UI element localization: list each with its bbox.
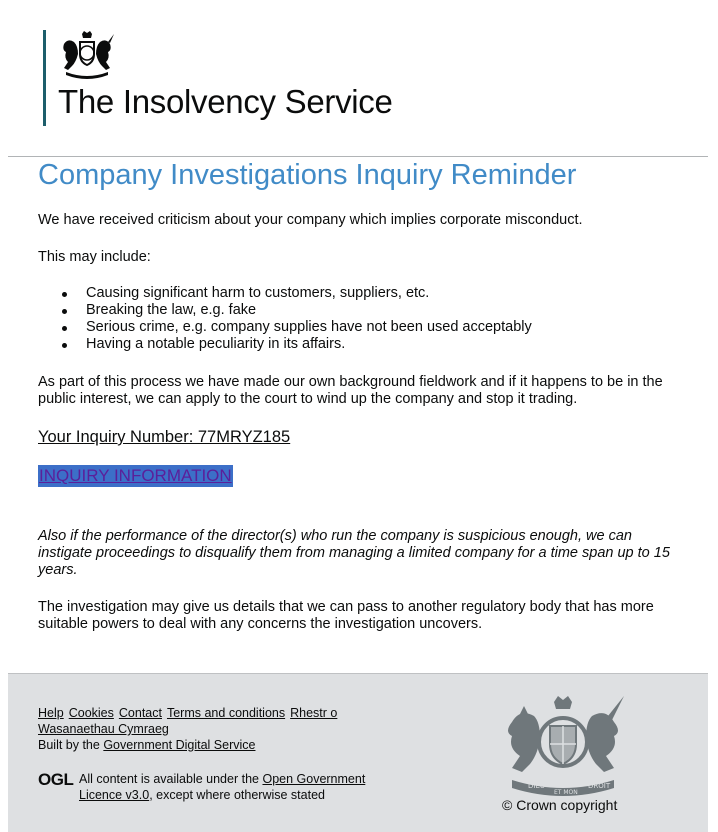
bullet-icon (62, 326, 67, 331)
footer (8, 673, 708, 832)
list-item: Breaking the law, e.g. fake (38, 302, 532, 319)
licence-prefix: All content is available under the (79, 772, 259, 786)
inquiry-information-link[interactable]: INQUIRY INFORMATION (39, 466, 232, 485)
gds-link[interactable]: Government Digital Service (103, 738, 256, 752)
ogl-logo-icon: OGL (38, 770, 74, 789)
header (8, 0, 708, 157)
built-by-prefix: Built by the (38, 738, 100, 752)
header-accent-bar (43, 30, 46, 126)
bullet-icon (62, 309, 67, 314)
footer-link-terms[interactable]: Terms and conditions (166, 706, 286, 720)
list-item: Causing significant harm to customers, suppliers, etc. (38, 285, 532, 302)
brand-title: The Insolvency Service (58, 83, 393, 120)
page-title: Company Investigations Inquiry Reminder (38, 159, 577, 191)
list-item: Serious crime, e.g. company supplies have not been used acceptably (38, 319, 532, 336)
royal-coat-of-arms-icon (58, 30, 116, 80)
process-paragraph: As part of this process we have made our own background fieldwork and if it happens to be in the public interest, we can apply to the court to wind up the company and stop it trading. (38, 374, 663, 407)
royal-coat-of-arms-icon (498, 694, 628, 799)
footer-link-welsh-services[interactable]: Rhestr o Wasanaethau Cymraeg (38, 706, 338, 736)
list-item: Having a notable peculiarity in its affairs. (38, 336, 532, 353)
svg-text:DIEU: DIEU (528, 782, 546, 790)
directors-paragraph: Also if the performance of the director(s) who run the company is suspicious enough, we can instigate proceedings to disqualify them from managing a limited company for a time span up to 15 years. (38, 528, 670, 578)
svg-text:ET MON: ET MON (554, 789, 578, 796)
footer-links (38, 705, 388, 737)
bullet-icon (62, 343, 67, 348)
criticism-list (38, 285, 532, 353)
bullet-icon (62, 292, 67, 297)
footer-link-contact[interactable]: Contact (118, 706, 162, 720)
built-by (38, 737, 255, 753)
email-frame (8, 0, 708, 831)
ogl-licence-link[interactable]: Open Government Licence v3.0 (79, 772, 366, 802)
footer-link-cookies[interactable]: Cookies (68, 706, 114, 720)
inquiry-number: Your Inquiry Number: 77MRYZ185 (38, 428, 291, 446)
footer-link-help[interactable]: Help (38, 706, 64, 720)
svg-text:DROIT: DROIT (588, 782, 611, 790)
may-include-label: This may include: (38, 249, 151, 265)
intro-paragraph: We have received criticism about your company which implies corporate misconduct. (38, 212, 583, 228)
investigation-paragraph: The investigation may give us details that we can pass to another regulatory body that has more suitable powers to deal with any concerns the investigation uncovers. (38, 599, 654, 632)
licence-text (79, 771, 399, 803)
licence-suffix: , except where otherwise stated (149, 788, 325, 802)
crown-copyright: © Crown copyright (502, 797, 618, 813)
